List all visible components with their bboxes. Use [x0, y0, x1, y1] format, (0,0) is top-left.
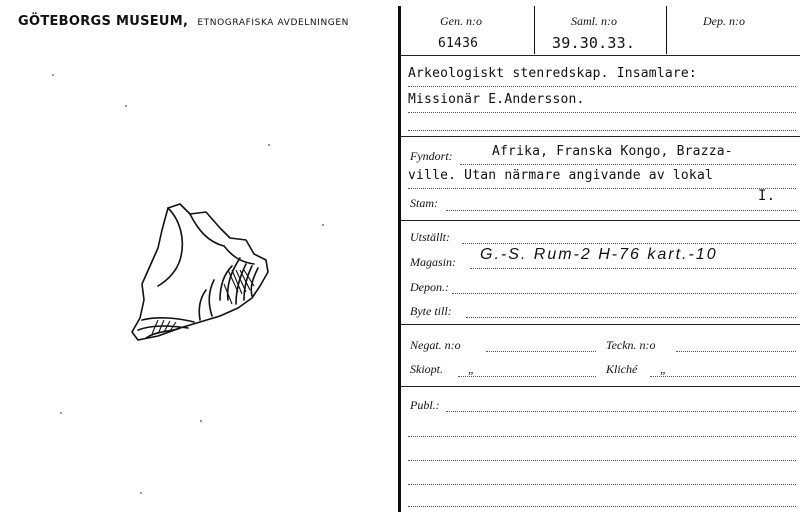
speck: [140, 492, 142, 494]
speck: [60, 412, 62, 414]
department-name: ETNOGRAFISKA AVDELNINGEN: [197, 18, 349, 28]
dotted-line: [466, 317, 796, 318]
gen-value: 61436: [438, 36, 479, 51]
cliche-label: Kliché: [606, 362, 638, 376]
publ-label: Publ.:: [410, 398, 440, 412]
dotted-line: [408, 112, 796, 113]
dotted-line: [486, 351, 596, 352]
dotted-line: [446, 411, 796, 412]
utstallt-label: Utställt:: [410, 230, 451, 244]
dep-label: Dep. n:o: [703, 14, 745, 28]
skiopt-mark: „: [468, 362, 475, 376]
dotted-line: [650, 376, 796, 377]
dotted-line: [408, 188, 796, 189]
section-rule: [400, 220, 800, 221]
dotted-line: [676, 351, 796, 352]
fyndort-line-1: Afrika, Franska Kongo, Brazza-: [492, 144, 733, 159]
description-line-2: Missionär E.Andersson.: [408, 92, 585, 107]
dotted-line: [408, 86, 796, 87]
cliche-mark: „: [660, 362, 667, 376]
dotted-line: [408, 484, 796, 485]
saml-label: Saml. n:o: [571, 14, 617, 28]
speck: [322, 224, 324, 226]
magasin-value: G.-S. Rum-2 H-76 kart.-10: [480, 246, 718, 263]
fyndort-line-2: ville. Utan närmare angivande av lokal: [408, 168, 714, 183]
negat-label: Negat. n:o: [410, 338, 461, 352]
skiopt-label: Skiopt.: [410, 362, 443, 376]
section-rule: [400, 386, 800, 387]
speck: [268, 144, 270, 146]
stam-label: Stam:: [410, 196, 438, 210]
table-divider: [534, 6, 535, 54]
saml-value: 39.30.33.: [552, 34, 636, 52]
gen-label: Gen. n:o: [440, 14, 482, 28]
section-rule: [400, 324, 800, 325]
speck: [52, 74, 54, 76]
stone-tool-sketch-icon: [128, 200, 273, 350]
dotted-line: [470, 268, 796, 269]
dotted-line: [462, 243, 796, 244]
stam-mark: I.: [758, 188, 776, 204]
fyndort-label: Fyndort:: [410, 149, 453, 163]
top-rule: [400, 55, 800, 56]
dotted-line: [408, 460, 796, 461]
section-rule: [400, 136, 800, 137]
dotted-line: [458, 376, 596, 377]
card-left-border: [398, 6, 401, 512]
speck: [125, 105, 127, 107]
museum-header: [18, 10, 349, 29]
description-line-1: Arkeologiskt stenredskap. Insamlare:: [408, 66, 697, 81]
dotted-line: [408, 130, 796, 131]
dotted-line: [452, 293, 796, 294]
dotted-line: [408, 436, 796, 437]
table-divider: [666, 6, 667, 54]
teckn-label: Teckn. n:o: [606, 338, 656, 352]
dotted-line: [408, 506, 796, 507]
speck: [200, 420, 202, 422]
magasin-label: Magasin:: [410, 255, 456, 269]
museum-name: GÖTEBORGS MUSEUM,: [18, 14, 189, 29]
dotted-line: [446, 210, 796, 211]
dotted-line: [460, 164, 796, 165]
byte-label: Byte till:: [410, 304, 452, 318]
depon-label: Depon.:: [410, 280, 449, 294]
